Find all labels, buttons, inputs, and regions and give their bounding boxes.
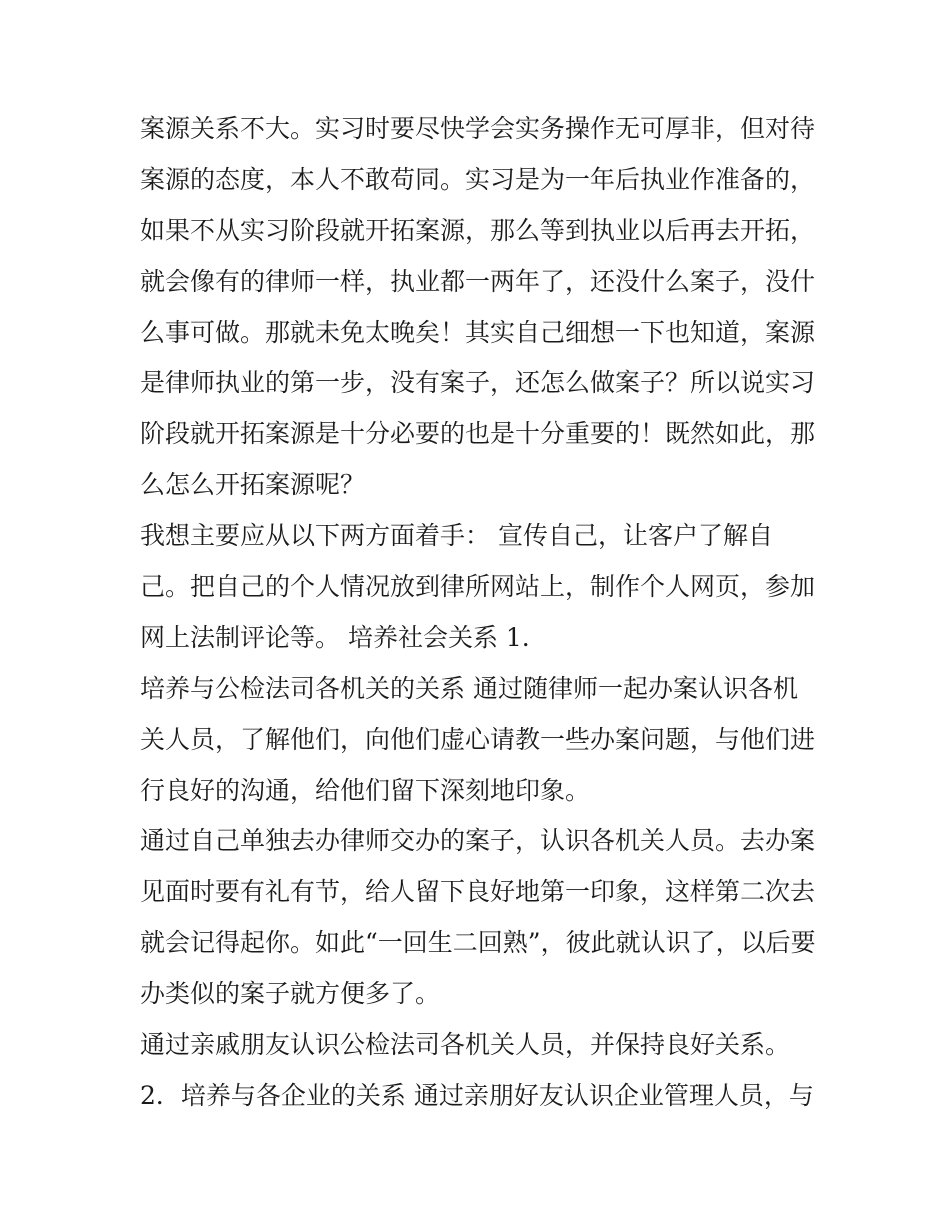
- text-line: 阶段就开拓案源是十分必要的也是十分重要的！既然如此，那: [140, 419, 816, 449]
- text-line: 通过自己单独去办律师交办的案子，认识各机关人员。去办案: [140, 826, 816, 856]
- text-line: 案源的态度，本人不敢苟同。实习是为一年后执业作准备的，: [140, 164, 816, 194]
- text-line: 培养与公检法司各机关的关系 通过随律师一起办案认识各机: [140, 673, 798, 703]
- text-line: 就会像有的律师一样，执业都一两年了，还没什么案子，没什: [140, 266, 816, 296]
- text-line: 关人员，了解他们，向他们虚心请教一些办案问题，与他们进: [140, 724, 816, 754]
- text-line: 如果不从实习阶段就开拓案源，那么等到执业以后再去开拓，: [140, 215, 816, 245]
- text-line: 办类似的案子就方便多了。: [140, 979, 441, 1009]
- text-line: 么怎么开拓案源呢？: [140, 470, 366, 500]
- text-line: 我想主要应从以下两方面着手： 宣传自己，让客户了解自: [140, 521, 773, 551]
- text-line: 就会记得起你。如此“一回生二回熟”，彼此就认识了，以后要: [140, 928, 816, 958]
- text-line: 2．培养与各企业的关系 通过亲朋好友认识企业管理人员，与: [140, 1080, 814, 1110]
- text-line: 么事可做。那就未免太晚矣！其实自己细想一下也知道，案源: [140, 317, 816, 347]
- body-text: [140, 104, 820, 1122]
- text-line: 行良好的沟通，给他们留下深刻地印象。: [140, 775, 591, 805]
- text-line: 案源关系不大。实习时要尽快学会实务操作无可厚非，但对待: [140, 114, 816, 143]
- text-line: 通过亲戚朋友认识公检法司各机关人员，并保持良好关系。: [140, 1030, 791, 1060]
- text-line: 己。把自己的个人情况放到律所网站上，制作个人网页，参加: [140, 572, 816, 602]
- text-line: 网上法制评论等。 培养社会关系 1.: [140, 622, 530, 652]
- text-line: 见面时要有礼有节，给人留下良好地第一印象，这样第二次去: [140, 877, 816, 907]
- text-line: 是律师执业的第一步，没有案子，还怎么做案子？所以说实习: [140, 368, 816, 398]
